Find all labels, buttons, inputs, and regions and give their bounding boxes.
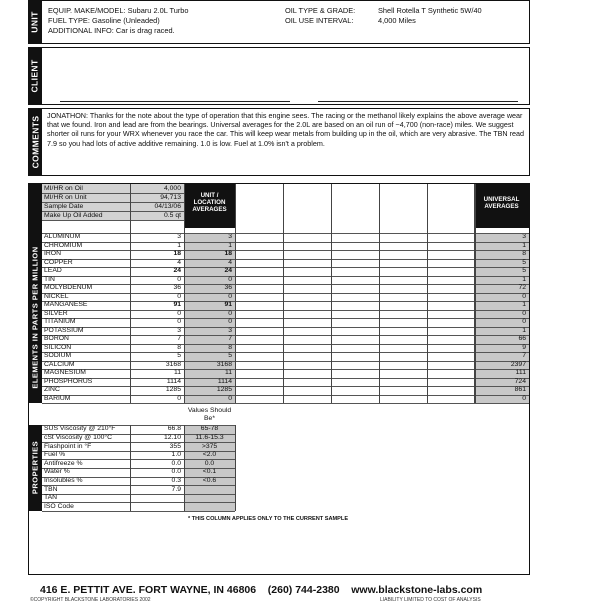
element-name: PHOSPHORUS (44, 377, 93, 385)
element-universal-value: 111 (515, 369, 526, 377)
column-note: * THIS COLUMN APPLIES ONLY TO THE CURRENT SAMPLE (188, 516, 349, 522)
row-divider (42, 425, 235, 426)
element-universal-value: 5 (522, 267, 526, 275)
address-text: 416 E. PETTIT AVE. FORT WAYNE, IN 46806 (40, 584, 257, 596)
element-average-value: 5 (228, 352, 232, 360)
element-sample-value: 0 (177, 292, 181, 300)
element-name: MAGNESIUM (44, 369, 86, 377)
element-average-value: 1285 (216, 386, 232, 394)
property-name: Insolubles % (44, 476, 83, 484)
column-divider (379, 184, 380, 403)
element-average-value: 36 (224, 284, 232, 292)
property-should-be: <0.6 (202, 476, 217, 484)
values-should-be-label: Values Should Be* (187, 407, 232, 422)
row-divider (42, 233, 529, 234)
element-average-value: 0 (228, 275, 232, 283)
element-universal-value: 9 (522, 343, 526, 351)
universal-header: UNIVERSAL AVERAGES (483, 196, 520, 210)
element-sample-value: 24 (173, 267, 181, 275)
property-sample-value: 12.10 (163, 433, 181, 441)
element-name: BORON (44, 335, 69, 343)
element-universal-value: 724 (514, 377, 526, 385)
property-sample-value: 0.0 (171, 459, 181, 467)
column-divider (235, 184, 236, 403)
element-average-value: 91 (224, 301, 232, 309)
element-name: ALUMINUM (44, 233, 81, 241)
sample-info-value: 0.5 qt (163, 211, 181, 219)
client-line (60, 101, 290, 102)
fuel-value: Gasoline (Unleaded) (91, 16, 160, 25)
element-universal-value: 0 (522, 292, 526, 300)
property-name: Water % (44, 468, 70, 476)
column-divider (130, 184, 131, 403)
element-name: BARIUM (44, 394, 71, 402)
row-divider (42, 511, 235, 512)
element-universal-value: 8 (522, 250, 526, 258)
element-universal-value: 72 (518, 284, 526, 292)
property-name: Flashpoint in °F (44, 442, 92, 450)
phone-text: (260) 744-2380 (267, 584, 340, 596)
client-section (28, 47, 530, 105)
info-field (48, 26, 175, 36)
property-should-be: 0.0 (204, 459, 215, 467)
property-name: ISO Code (44, 502, 74, 510)
element-universal-value: 2397 (510, 360, 526, 368)
element-average-value: 11 (224, 369, 232, 377)
property-should-be: <2.0 (202, 451, 217, 459)
row-divider (42, 403, 529, 404)
equip-field (48, 6, 189, 16)
unit-avg-header: UNIT / LOCATION AVERAGES (192, 192, 227, 213)
elements-side-label: ELEMENTS IN PARTS PER MILLION (30, 246, 40, 389)
oil-interval-value: 4,000 Miles (378, 16, 416, 25)
element-average-value: 24 (224, 267, 232, 275)
element-name: SILVER (44, 309, 68, 317)
unit-side-label: UNIT (28, 0, 42, 44)
element-sample-value: 7 (177, 335, 181, 343)
property-sample-value: 1.0 (171, 451, 181, 459)
element-average-value: 0 (228, 394, 232, 402)
element-average-value: 0 (228, 318, 232, 326)
element-name: MANGANESE (44, 301, 88, 309)
element-sample-value: 3 (177, 326, 181, 334)
element-name: TITANIUM (44, 318, 76, 326)
comments-side-label: COMMENTS (28, 108, 42, 176)
element-sample-value: 1 (177, 241, 181, 249)
element-name: TIN (44, 275, 55, 283)
properties-side-label: PROPERTIES (30, 440, 40, 495)
property-should-be: <0.1 (202, 468, 217, 476)
element-average-value: 18 (224, 250, 232, 258)
sample-info-label: Make Up Oil Added (44, 211, 103, 219)
element-universal-value: 1 (522, 275, 526, 283)
element-universal-value: 1 (522, 301, 526, 309)
property-name: TAN (44, 494, 58, 502)
property-should-be: 65-78 (200, 425, 219, 433)
element-average-value: 8 (228, 343, 232, 351)
oil-type-value: Shell Rotella T Synthetic 5W/40 (378, 6, 482, 15)
element-sample-value: 0 (177, 394, 181, 402)
element-average-value: 0 (228, 309, 232, 317)
comments-text: JONATHON: Thanks for the note about the type of operation that this engine sees. The racing or the methanol likely explains the above average wear that we found. Iron and lead are from the bearings. Universal averages for the 2.0L are based on an oil run of ~4,700 (non-race) miles. We suggest shorter oil runs for your WRX whenever you race the car. This will keep wear metals from building up in the oil, which are very abrasive. The TBN read 7.9 so you had lots of active additive remaining. 1.0 is low. Fuel at 1.0% isn't a problem. (47, 111, 524, 148)
fuel-label: FUEL TYPE: (48, 16, 90, 25)
column-divider (235, 425, 236, 511)
element-average-value: 3 (228, 233, 232, 241)
column-divider (283, 184, 284, 403)
element-sample-value: 18 (173, 250, 181, 258)
element-name: COPPER (44, 258, 73, 266)
element-universal-value: 1 (522, 241, 526, 249)
column-divider (184, 184, 185, 403)
element-sample-value: 4 (177, 258, 181, 266)
element-name: IRON (44, 250, 61, 258)
property-name: Antifreeze % (44, 459, 83, 467)
property-should-be: >375 (201, 442, 218, 450)
element-sample-value: 0 (177, 318, 181, 326)
property-name: Fuel % (44, 451, 66, 459)
element-universal-value: 0 (522, 309, 526, 317)
element-universal-value: 7 (522, 352, 526, 360)
element-universal-value: 1 (522, 326, 526, 334)
element-universal-value: 861 (514, 386, 526, 394)
element-average-value: 1114 (217, 377, 232, 385)
client-line (318, 101, 518, 102)
client-side-label: CLIENT (28, 47, 42, 105)
property-sample-value: 0.3 (171, 476, 181, 484)
copyright-text: ©COPYRIGHT BLACKSTONE LABORATORIES 2002 (30, 597, 151, 602)
property-sample-value: 355 (169, 442, 181, 450)
element-universal-value: 5 (522, 258, 526, 266)
column-divider (184, 425, 185, 511)
column-divider (474, 184, 475, 403)
element-name: ZINC (44, 386, 60, 394)
sample-info-value: 04/13/06 (154, 202, 181, 210)
element-sample-value: 1114 (166, 377, 181, 385)
property-sample-value: 66.8 (167, 425, 181, 433)
sample-info-label: Sample Date (44, 202, 84, 210)
info-label: ADDITIONAL INFO: (48, 26, 114, 35)
element-average-value: 3 (228, 326, 232, 334)
equip-label: EQUIP. MAKE/MODEL: (48, 6, 126, 15)
element-sample-value: 5 (177, 352, 181, 360)
element-sample-value: 3 (177, 233, 181, 241)
property-sample-value: 7.9 (171, 485, 181, 493)
equip-value: Subaru 2.0L Turbo (127, 6, 189, 15)
column-divider (475, 184, 476, 403)
element-sample-value: 1285 (165, 386, 181, 394)
element-average-value: 4 (228, 258, 232, 266)
element-average-value: 0 (228, 292, 232, 300)
oil-interval-label: OIL USE INTERVAL: (285, 16, 354, 25)
element-sample-value: 91 (173, 301, 181, 309)
lab-address (40, 584, 482, 596)
element-sample-value: 0 (177, 275, 181, 283)
column-divider (427, 184, 428, 403)
liability-text: LIABILITY LIMITED TO COST OF ANALYSIS (380, 597, 481, 602)
element-name: CHROMIUM (44, 241, 83, 249)
element-name: SILICON (44, 343, 72, 351)
element-name: LEAD (44, 267, 62, 275)
property-sample-value: 0.0 (171, 468, 181, 476)
sample-info-value: 4,000 (163, 184, 181, 192)
sample-info-label: MI/HR on Oil (44, 184, 83, 192)
column-divider (130, 425, 131, 511)
column-divider (331, 184, 332, 403)
website-text: www.blackstone-labs.com (351, 584, 483, 596)
element-sample-value: 8 (177, 343, 181, 351)
fuel-field (48, 16, 160, 26)
info-value: Car is drag raced. (115, 26, 175, 35)
property-name: TBN (44, 485, 58, 493)
element-sample-value: 11 (173, 369, 181, 377)
element-average-value: 3168 (216, 360, 232, 368)
property-should-be: 11.6-15.3 (195, 433, 224, 441)
element-name: MOLYBDENUM (44, 284, 93, 292)
element-name: CALCIUM (44, 360, 75, 368)
element-sample-value: 0 (177, 309, 181, 317)
element-sample-value: 36 (173, 284, 181, 292)
element-universal-value: 0 (522, 318, 526, 326)
element-name: POTASSIUM (44, 326, 84, 334)
sample-info-value: 94,713 (160, 193, 181, 201)
oil-type-label: OIL TYPE & GRADE: (285, 6, 356, 15)
element-universal-value: 66 (518, 335, 526, 343)
element-universal-value: 0 (522, 394, 526, 402)
element-name: NICKEL (44, 292, 69, 300)
property-name: cSt Viscosity @ 100°C (44, 433, 113, 441)
element-average-value: 1 (228, 241, 232, 249)
element-sample-value: 3168 (165, 360, 181, 368)
element-average-value: 7 (228, 335, 232, 343)
sample-info-label: MI/HR on Unit (44, 193, 87, 201)
element-universal-value: 3 (522, 233, 526, 241)
property-name: SUS Viscosity @ 210°F (44, 425, 116, 433)
row-divider (42, 220, 184, 221)
element-name: SODIUM (44, 352, 72, 360)
